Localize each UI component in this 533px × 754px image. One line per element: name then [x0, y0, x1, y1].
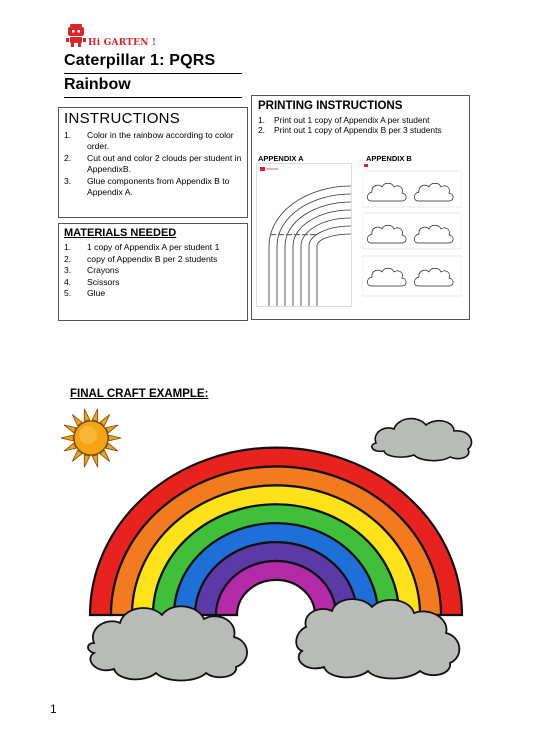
cloud-icon: [414, 183, 453, 201]
cloud-icon: [414, 225, 453, 243]
item-text: Scissors: [87, 276, 120, 287]
final-craft-label: FINAL CRAFT EXAMPLE:: [70, 388, 209, 400]
materials-heading: MATERIALS NEEDED: [64, 227, 177, 239]
cloud-icon: [414, 268, 453, 286]
title-divider: [64, 73, 242, 74]
item-text: 1 copy of Appendix A per student 1: [87, 242, 220, 252]
item-number: 1.: [258, 115, 265, 125]
list-item: [64, 130, 242, 151]
materials-box: [58, 223, 248, 321]
list-item: [64, 265, 242, 277]
materials-list: [64, 242, 242, 300]
subtitle-divider: [64, 97, 242, 98]
list-item: [64, 176, 242, 197]
appendix-b-label: APPENDIX B: [366, 154, 412, 163]
list-item: [64, 153, 242, 174]
item-text: Print out 1 copy of Appendix A per student: [274, 115, 430, 125]
robot-mascot-icon: [66, 24, 86, 47]
appendix-b-thumbnail: [362, 163, 462, 305]
list-item: [64, 277, 242, 289]
item-text: Print out 1 copy of Appendix B per 3 students: [274, 125, 442, 136]
cloud-icon: [367, 225, 406, 243]
list-item: [64, 254, 242, 266]
appendix-a-label: APPENDIX A: [258, 154, 304, 163]
item-number: 3.: [64, 176, 72, 186]
instructions-box: [58, 107, 248, 218]
mini-logo-icon: [364, 164, 368, 167]
item-text: Glue components from Appendix B to Appendix A.: [87, 176, 230, 197]
list-item: [64, 242, 242, 254]
page-title: Caterpillar 1: PQRS: [64, 52, 216, 69]
rainbow-color-labels: [270, 234, 316, 235]
logo-wordmark: Hi GARTEN !: [88, 38, 157, 48]
item-text: Glue: [87, 288, 106, 299]
printing-list: [258, 115, 463, 136]
list-item: [64, 288, 242, 300]
list-item: [258, 125, 463, 135]
cloud-icon: [367, 183, 406, 201]
appendix-a-thumbnail: [256, 163, 352, 307]
item-text: Color in the rainbow according to color order.: [87, 130, 234, 151]
item-text: copy of Appendix B per 2 students: [87, 253, 218, 264]
item-number: 2.: [64, 153, 72, 163]
item-number: 4.: [64, 276, 72, 287]
list-item: [258, 115, 463, 125]
item-number: 3.: [64, 265, 72, 276]
item-number: 1.: [64, 130, 72, 140]
item-number: 2.: [64, 253, 72, 264]
mini-logo-icon: [260, 167, 278, 171]
instructions-list: [64, 130, 242, 197]
item-number: 2.: [258, 125, 265, 136]
item-number: 5.: [64, 288, 72, 299]
item-number: 1.: [64, 242, 72, 252]
cloud-icon: [367, 268, 406, 286]
item-text: Crayons: [87, 265, 119, 276]
instructions-heading: INSTRUCTIONS: [64, 110, 181, 127]
page-number: 1: [50, 702, 57, 716]
rainbow-outline-icon: [269, 186, 351, 306]
page-subtitle: Rainbow: [64, 76, 131, 93]
printing-heading: PRINTING INSTRUCTIONS: [258, 100, 403, 112]
item-text: Cut out and color 2 clouds per student in AppendixB.: [87, 153, 242, 174]
final-craft-image: [58, 405, 474, 682]
